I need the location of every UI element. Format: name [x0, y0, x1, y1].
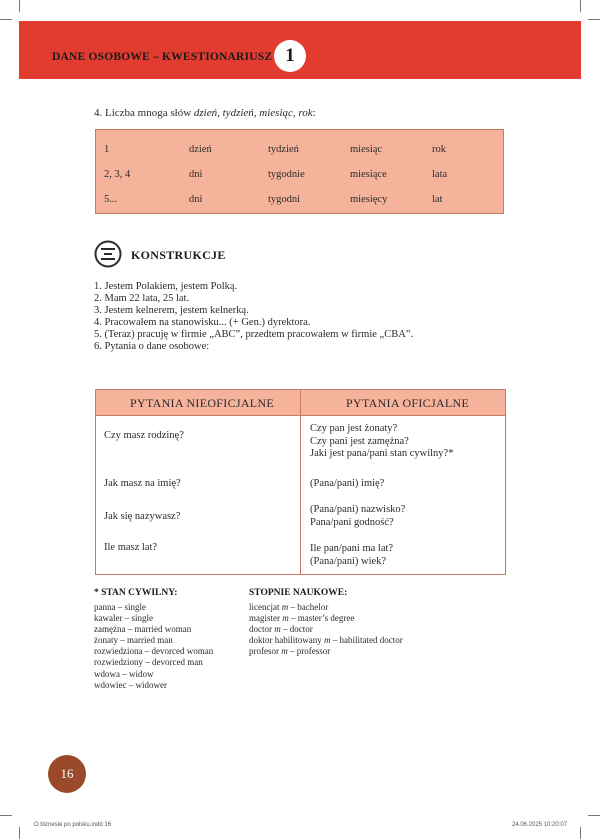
section-title: KONSTRUKCJE	[131, 248, 226, 262]
glossary-item: zamężna – married woman	[94, 624, 192, 635]
chapter-number-badge: 1	[274, 40, 306, 72]
exercise-4-title: 4. Liczba mnoga słów dzień, tydzień, miesiąc, rok:	[94, 107, 316, 119]
plural-row	[96, 194, 503, 214]
crop-mark	[0, 19, 12, 20]
plural-cell: lat	[432, 194, 443, 205]
glossary-item: wdowiec – widower	[94, 679, 167, 690]
glossary-item: doktor habilitowany m – habilitated doctor	[249, 635, 403, 646]
footer-file-info: O biznesie po polsku.indd 16	[34, 822, 112, 828]
crop-mark	[580, 827, 581, 839]
glossary-item: kawaler – single	[94, 613, 153, 624]
crop-mark	[580, 0, 581, 12]
plural-cell: rok	[432, 144, 446, 155]
glossary-item: rozwiedziony – devorced man	[94, 657, 203, 668]
list-item: 3. Jestem kelnerem, jestem kelnerką.	[94, 304, 249, 316]
list-item: 6. Pytania o dane osobowe:	[94, 340, 210, 352]
plural-cell: miesiące	[350, 169, 387, 180]
question-official-group	[310, 504, 405, 529]
plural-cell: tydzień	[268, 144, 299, 155]
plural-cell: 2, 3, 4	[104, 169, 131, 180]
question-official: (Pana/pani) wiek?	[310, 555, 387, 567]
question-official: (Pana/pani) nazwisko?	[310, 504, 406, 515]
question-official: Pana/pani godność?	[310, 516, 394, 528]
stan-cywilny-list	[94, 602, 213, 691]
list-item: 4. Pracowałem na stanowisku... (+ Gen.) dyrektora.	[94, 316, 311, 328]
crop-mark	[0, 815, 12, 816]
header-official: PYTANIA OFICJALNE	[346, 396, 470, 410]
page-number-badge: 16	[48, 755, 86, 793]
plural-cell: dni	[189, 194, 203, 205]
stan-cywilny-title: * STAN CYWILNY:	[94, 588, 178, 598]
plural-cell: dzień	[189, 144, 212, 155]
crop-mark	[19, 0, 20, 12]
stopnie-naukowe-list	[249, 602, 403, 657]
crop-mark	[588, 19, 600, 20]
question-official: Ile pan/pani ma lat?	[310, 543, 394, 554]
header-unofficial: PYTANIA NIEOFICJALNE	[130, 396, 275, 410]
plural-row	[96, 169, 503, 189]
list-item: 5. (Teraz) pracuję w firmie „ABC”, przedtem pracowałem w firmie „CBA”.	[94, 328, 414, 340]
konstrukcje-list	[94, 281, 413, 352]
stopnie-naukowe-title: STOPNIE NAUKOWE:	[249, 588, 348, 598]
glossary-item: magister m – master’s degree	[249, 613, 355, 624]
question-official: Jaki jest pana/pani stan cywilny?*	[310, 448, 454, 460]
plural-cell: lata	[432, 169, 448, 180]
question-official: Czy pani jest zamężna?	[310, 435, 409, 447]
konstrukcje-lines-icon	[94, 240, 122, 268]
glossary-item: profesor m – professor	[249, 646, 331, 657]
question-official-group	[310, 423, 453, 461]
question-official: Czy pan jest żonaty?	[310, 423, 398, 434]
plural-cell: 5...	[104, 194, 118, 205]
glossary-item: wdowa – widow	[94, 668, 154, 679]
plural-cell: tygodni	[268, 194, 301, 205]
column-divider	[300, 390, 301, 574]
plural-table	[95, 129, 504, 214]
question-unofficial: Jak masz na imię?	[104, 478, 181, 489]
glossary-item: doctor m – doctor	[249, 624, 313, 635]
glossary-item: licencjat m – bachelor	[249, 602, 329, 612]
plural-cell: tygodnie	[268, 169, 305, 180]
plural-row	[96, 144, 503, 164]
list-item: 2. Mam 22 lata, 25 lat.	[94, 292, 190, 304]
footer-timestamp: 24.06.2025 10:20:07	[512, 822, 568, 828]
glossary-item: rozwiedziona – devorced woman	[94, 646, 214, 657]
question-unofficial: Jak się nazywasz?	[104, 511, 181, 522]
question-official: (Pana/pani) imię?	[310, 478, 385, 489]
glossary-item: panna – single	[94, 602, 146, 612]
plural-cell: 1	[104, 144, 110, 155]
plural-cell: dni	[189, 169, 203, 180]
list-item: 1. Jestem Polakiem, jestem Polką.	[94, 281, 238, 292]
question-official-group	[310, 543, 393, 568]
plural-cell: miesiąc	[350, 144, 383, 155]
question-unofficial: Ile masz lat?	[104, 542, 158, 553]
chapter-title: DANE OSOBOWE – KWESTIONARIUSZ	[52, 51, 273, 63]
question-unofficial: Czy masz rodzinę?	[104, 430, 184, 441]
plural-cell: miesięcy	[350, 194, 388, 205]
crop-mark	[588, 815, 600, 816]
questions-table	[95, 389, 506, 575]
crop-mark	[19, 827, 20, 839]
glossary-item: żonaty – married man	[94, 635, 173, 646]
exercise-4-words: dzień, tydzień, miesiąc, rok	[193, 107, 313, 119]
